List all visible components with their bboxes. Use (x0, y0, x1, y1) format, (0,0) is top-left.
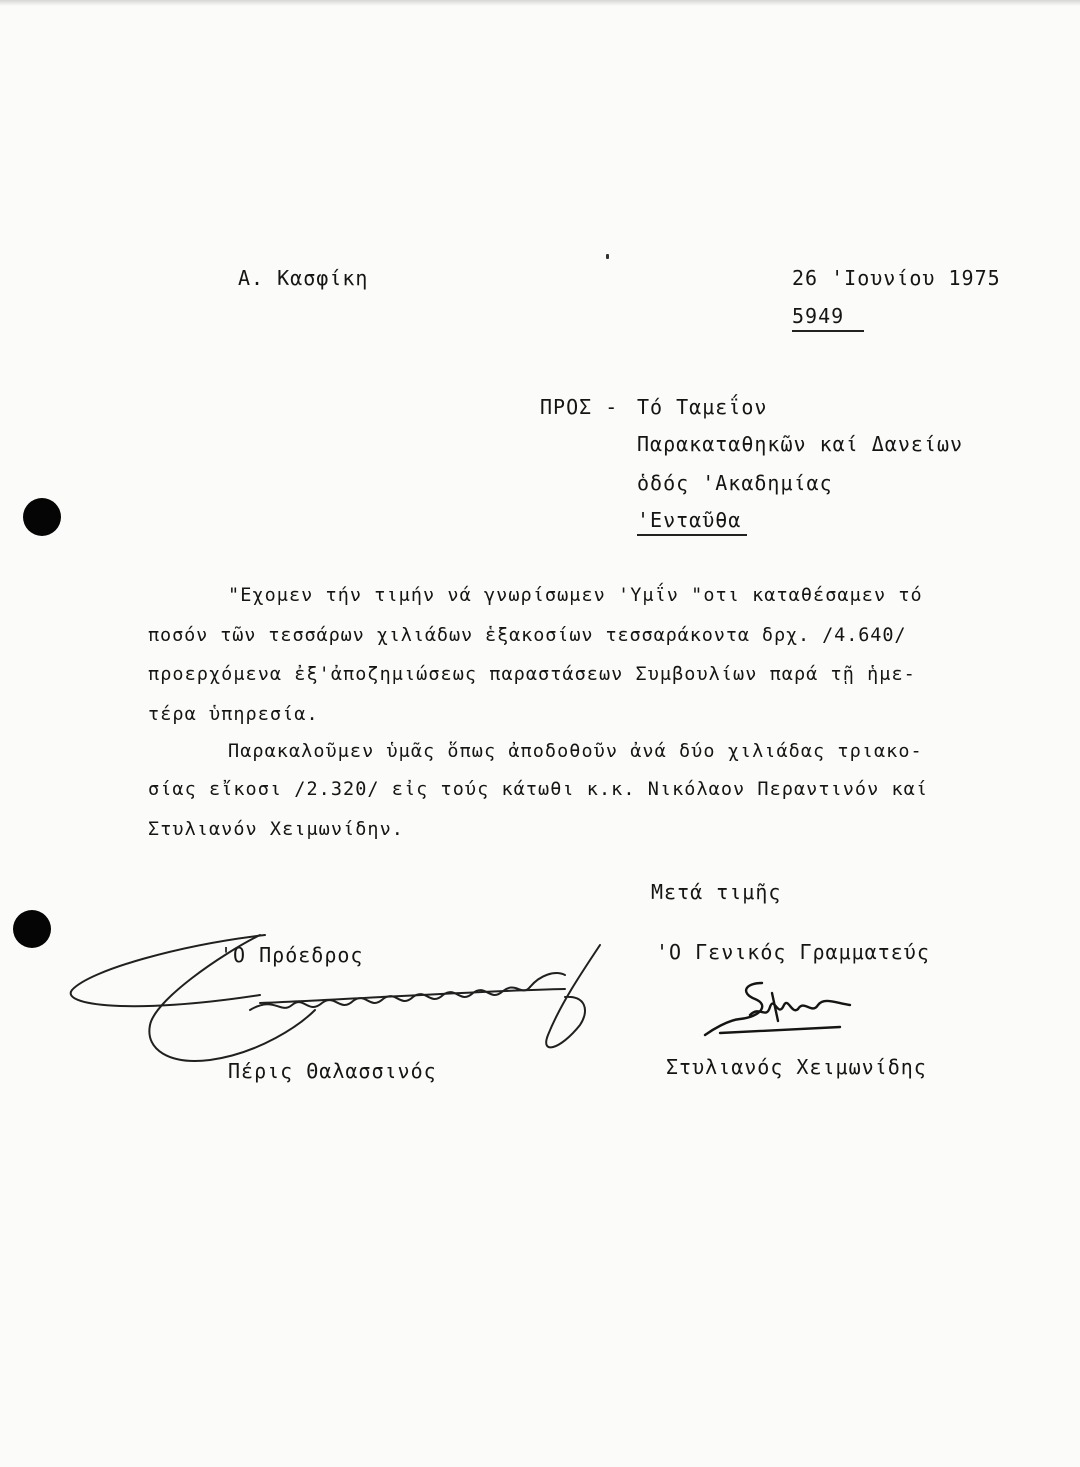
ink-speck (606, 254, 609, 259)
president-signature (60, 915, 620, 1085)
secretary-name: Στυλιανός Χειμωνίδης (666, 1055, 927, 1079)
secretary-signature (700, 975, 870, 1045)
recipient-prefix: ΠΡΟΣ - (540, 395, 619, 419)
recipient-line-3: ὁδός 'Ακαδημίας (637, 471, 833, 495)
body-line-1: "Εχομεν τήν τιμήν νά γνωρίσωμεν 'Υμΐν "οτι καταθέσαμεν τό (228, 585, 923, 606)
body-line-2: ποσόν τῶν τεσσάρων χιλιάδων ἑξακοσίων τεσσαράκοντα δρχ. /4.640/ (148, 625, 907, 646)
punch-hole-lower (13, 910, 51, 948)
scan-top-edge (0, 0, 1080, 6)
body-line-3: προερχόμενα ἐξ'ἀποζημιώσεως παραστάσεων Συμβουλίων παρά τῇ ἡμε- (148, 664, 916, 685)
recipient-line-4: 'Ενταῦθα (637, 508, 747, 536)
secretary-title: 'Ο Γενικός Γραμματεύς (656, 940, 930, 964)
body-line-7: Στυλιανόν Χειμωνίδην. (148, 819, 404, 840)
letter-date: 26 'Ιουνίου 1975 (792, 266, 1001, 290)
body-line-6: σίας εἴκοσι /2.320/ εἰς τούς κάτωθι κ.κ. Νικόλαον Περαντινόν καί (148, 779, 929, 800)
recipient-line-1: Τό Ταμεΐον (637, 395, 768, 419)
body-line-4: τέρα ὑπηρεσία. (148, 704, 319, 725)
president-name: Πέρις Θαλασσινός (228, 1059, 437, 1083)
recipient-line-2: Παρακαταθηκῶν καί Δανείων (637, 432, 964, 456)
body-line-5: Παρακαλοῦμεν ὑμᾶς ὅπως ἀποδοθοῦν ἀνά δύο χιλιάδας τριακο- (228, 741, 923, 762)
reference-number: 5949 (792, 304, 864, 332)
punch-hole-upper (23, 498, 61, 536)
president-title: 'Ο Πρόεδρος (220, 943, 364, 967)
sender-initials: Α. Κασφίκη (238, 266, 369, 290)
closing-salutation: Μετά τιμῆς (651, 880, 782, 904)
